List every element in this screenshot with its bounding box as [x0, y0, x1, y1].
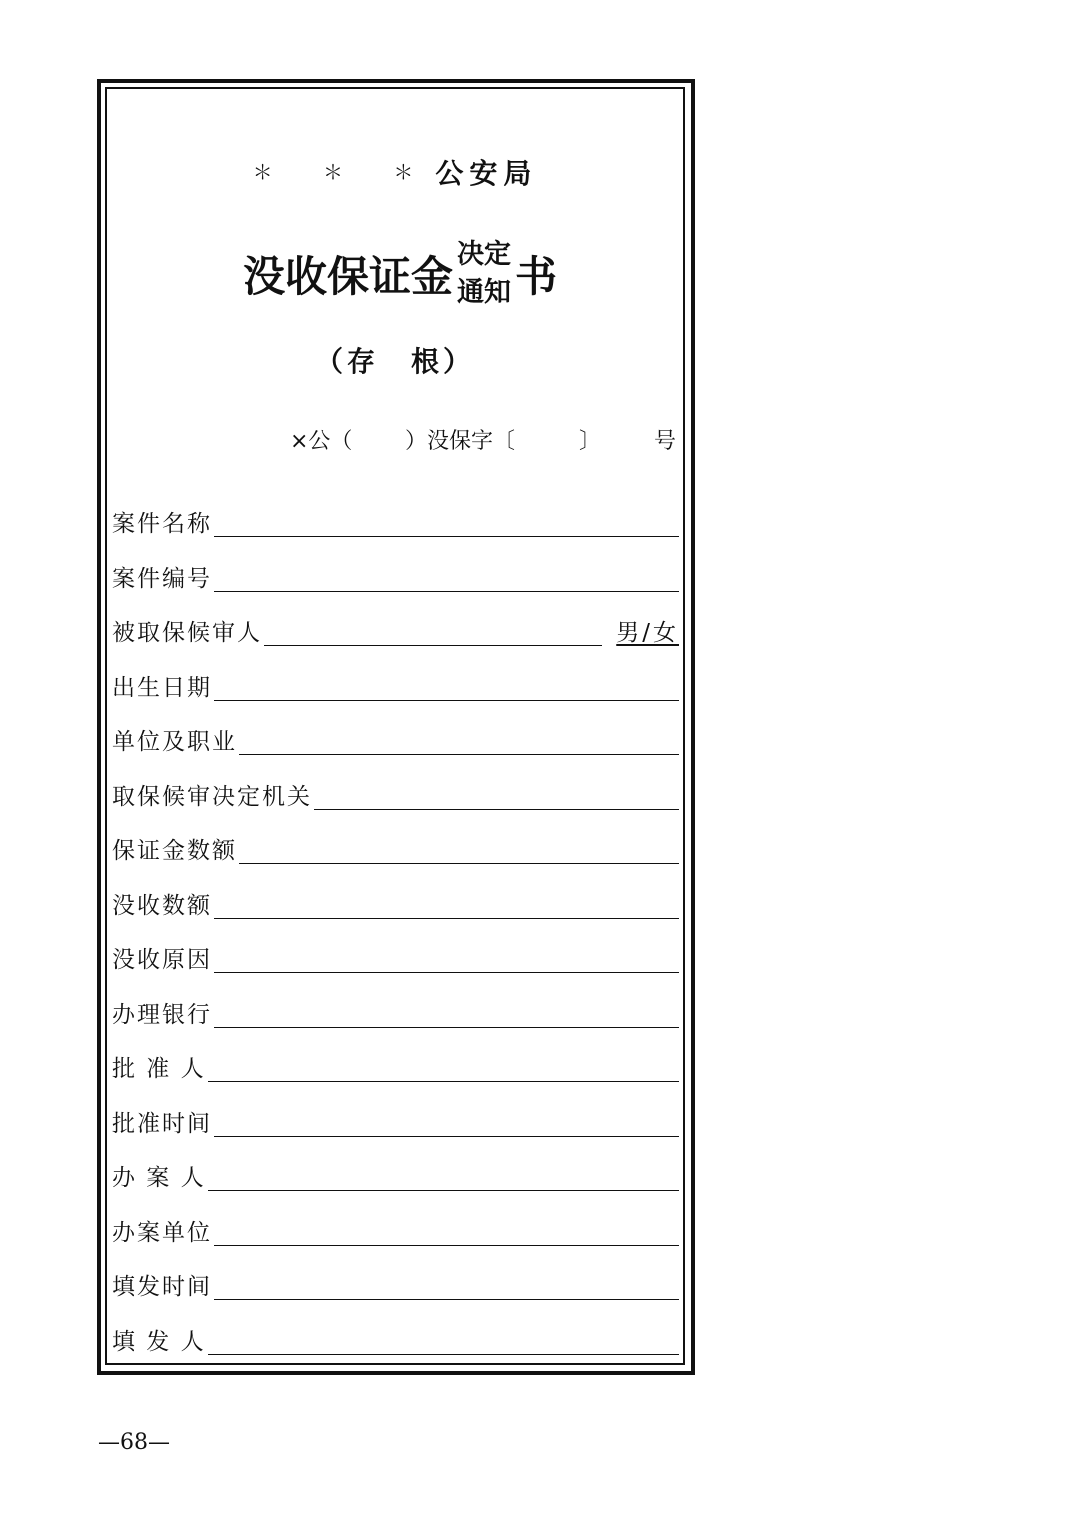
fill-in-line[interactable] [264, 643, 602, 646]
title-option-notice: 通知 [457, 277, 512, 308]
field-label: 填 发 人 [112, 1328, 206, 1355]
form-field-row [112, 882, 679, 922]
document-number [105, 420, 685, 456]
fill-in-line[interactable] [208, 1079, 679, 1082]
field-label: 没收原因 [112, 947, 212, 973]
title-option-decision: 决定 [457, 239, 512, 270]
docno-close: 〕 [579, 429, 602, 454]
form-field-row [112, 1154, 679, 1194]
agency-name: 公安局 [435, 157, 538, 190]
form-field-row [112, 1318, 679, 1358]
field-label: 案件编号 [112, 565, 212, 592]
document-title [243, 236, 557, 312]
field-label: 办案单位 [112, 1219, 212, 1246]
title-options [457, 236, 511, 312]
page-number: —68— [98, 1430, 170, 1455]
form-field-row [112, 1100, 679, 1140]
fill-in-line[interactable] [214, 1243, 679, 1246]
fill-in-line[interactable] [214, 1134, 679, 1137]
form-field-row [112, 1263, 679, 1303]
title-suffix: 书 [515, 252, 558, 301]
field-label: 出生日期 [112, 674, 212, 701]
fill-in-line[interactable] [214, 698, 679, 701]
title-main: 没收保证金 [243, 252, 454, 301]
fill-in-line[interactable] [208, 1188, 679, 1191]
fill-in-line[interactable] [208, 1352, 679, 1355]
gender-option[interactable]: 男/女 [616, 620, 679, 646]
field-label: 被取保候审人 [112, 620, 262, 646]
field-label: 批准时间 [112, 1110, 212, 1137]
field-label: 批 准 人 [112, 1056, 206, 1082]
field-label: 办 案 人 [112, 1165, 206, 1191]
stub-subtitle: （存 根） [314, 345, 475, 378]
issuing-agency [105, 152, 685, 192]
fill-in-line[interactable] [214, 916, 679, 919]
field-label: 取保候审决定机关 [112, 783, 312, 810]
docno-middle: ）没保字〔 [405, 429, 516, 454]
docno-suffix: 号 [654, 429, 677, 454]
form-field-row [112, 773, 679, 813]
form-field-row [112, 827, 679, 867]
form-field-row [112, 1209, 679, 1249]
fill-in-line[interactable] [214, 589, 679, 592]
field-label: 单位及职业 [112, 729, 237, 755]
field-label: 没收数额 [112, 892, 212, 919]
form-field-row [112, 1045, 679, 1085]
field-label: 案件名称 [112, 511, 212, 537]
form-field-row [112, 718, 679, 758]
fill-in-line[interactable] [214, 970, 679, 973]
field-label: 办理银行 [112, 1001, 212, 1028]
fill-in-line[interactable] [214, 534, 679, 537]
form-field-row [112, 991, 679, 1031]
fill-in-line[interactable] [239, 861, 679, 864]
fill-in-line[interactable] [239, 752, 679, 755]
form-field-row [112, 500, 679, 540]
docno-prefix: ×公（ [290, 429, 353, 454]
fill-in-line[interactable] [214, 1297, 679, 1300]
form-field-row [112, 936, 679, 976]
fill-in-line[interactable] [314, 807, 679, 810]
field-label: 填发时间 [112, 1274, 212, 1300]
agency-placeholder-stars: ＊ ＊ ＊ [252, 160, 436, 184]
field-label: 保证金数额 [112, 838, 237, 864]
form-field-row [112, 555, 679, 595]
fill-in-line[interactable] [214, 1025, 679, 1028]
form-field-row [112, 664, 679, 704]
form-field-row [112, 609, 679, 649]
